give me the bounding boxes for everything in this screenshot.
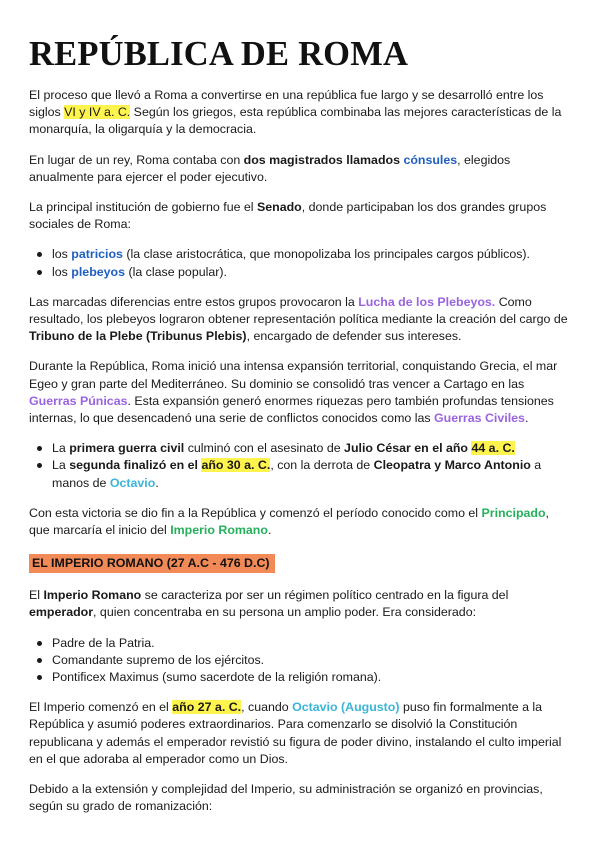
bold-emperador: emperador xyxy=(29,605,94,620)
text: los xyxy=(52,247,72,262)
text: , quien concentraba en su persona un amplio poder. Era considerado: xyxy=(93,605,477,620)
text: (la clase popular). xyxy=(125,264,227,279)
text: los xyxy=(52,264,72,279)
text: puso fin formalmente a la República y asumió poderes extraordinarios. Para comenzarlo se disolvió la Constitución republicana y además el emperador revistió su figura de poder divino, instalando el culto imperial en el que adoraba al emperador como un Dios. xyxy=(29,700,562,766)
text: La xyxy=(52,441,70,456)
term-imperio-romano: Imperio Romano xyxy=(170,523,268,538)
text: . xyxy=(155,475,159,490)
text: , encargado de defender sus intereses. xyxy=(246,329,462,344)
list-item xyxy=(52,264,572,281)
highlight-44-ac: 44 a. C. xyxy=(471,441,515,456)
text: Las marcadas diferencias entre estos grupos provocaron la xyxy=(29,294,359,309)
highlight-30-ac: año 30 a. C. xyxy=(201,458,271,473)
bold-senado: Senado xyxy=(257,200,302,215)
term-octavio-augusto: Octavio (Augusto) xyxy=(292,700,400,715)
text: . xyxy=(267,523,272,538)
section-heading: EL IMPERIO ROMANO (27 A.C - 476 D.C) xyxy=(29,554,275,573)
plebeian-struggle-paragraph xyxy=(29,294,572,346)
list-item xyxy=(52,440,572,457)
text: Según los griegos, esta república combinaba las mejores características de la monarquía, la oligarquía y la democracia. xyxy=(29,105,562,137)
text: , con la derrota de xyxy=(270,458,374,473)
text: La xyxy=(52,458,70,473)
text: Con esta victoria se dio fin a la República y comenzó el período conocido como el xyxy=(29,505,482,520)
provinces-paragraph: Debido a la extensión y complejidad del Imperio, su administración se organizó en provincias, según su grado de romanización: xyxy=(29,782,543,814)
text: Durante la República, Roma inició una intensa expansión territorial, conquistando Grecia, el mar Egeo y gran parte del Mediterráneo. Su dominio se consolidó tras vencer a Cartago en las xyxy=(29,359,558,391)
empire-start-paragraph xyxy=(29,699,572,768)
emperor-titles-list xyxy=(29,635,572,687)
bold-cleopatra-marco-antonio: Cleopatra y Marco Antonio xyxy=(373,458,531,473)
text: , que marcaría el inicio del xyxy=(29,505,549,538)
list-item: Comandante supremo de los ejércitos. xyxy=(52,652,572,669)
text: . Esta expansión generó enormes riquezas pero también profundas tensiones internas, lo que desencadenó una serie de conflictos conocidos como las xyxy=(29,393,554,426)
section-heading-wrap xyxy=(29,552,572,587)
highlight-27-ac: año 27 a. C. xyxy=(172,700,242,715)
term-guerras-civiles: Guerras Civiles xyxy=(434,411,525,426)
list-item: Padre de la Patria. xyxy=(52,635,572,652)
bold-magistrates: dos magistrados llamados xyxy=(243,152,400,167)
bold-first-civil-war: primera guerra civil xyxy=(69,441,185,456)
text: se caracteriza por ser un régimen político centrado en la figura del xyxy=(141,588,509,603)
senate-paragraph xyxy=(29,199,572,233)
text: . xyxy=(524,411,529,426)
social-groups-list xyxy=(29,246,572,280)
term-guerras-punicas: Guerras Púnicas xyxy=(29,393,128,408)
list-item xyxy=(52,246,572,263)
text: El proceso que llevó a Roma a convertirse en una república fue largo y se desarrolló entre los siglos xyxy=(29,88,544,120)
text: , donde participaban los dos grandes grupos sociales de Roma: xyxy=(29,200,547,232)
principado-paragraph xyxy=(29,505,572,539)
page-title: REPÚBLICA DE ROMA xyxy=(29,35,409,73)
bold-second-civil-war: segunda finalizó en el xyxy=(69,458,198,473)
highlight-centuries: VI y IV a. C. xyxy=(64,105,131,120)
text: a manos de xyxy=(52,458,542,490)
consuls-paragraph xyxy=(29,152,572,186)
empire-paragraph xyxy=(29,587,572,621)
term-patricios: patricios xyxy=(71,247,123,262)
term-consules: cónsules xyxy=(403,152,458,167)
text: En lugar de un rey, Roma contaba con xyxy=(29,152,244,167)
text: El Imperio comenzó en el xyxy=(29,700,173,715)
list-item xyxy=(52,457,572,491)
term-principado: Principado xyxy=(481,505,546,520)
bold-julio-cesar: Julio César en el año xyxy=(344,441,468,456)
text: El xyxy=(29,588,44,603)
intro-paragraph xyxy=(29,87,572,139)
expansion-paragraph xyxy=(29,358,572,427)
text: (la clase aristocrática, que monopolizaba los principales cargos públicos). xyxy=(122,247,530,262)
text: culminó con el asesinato de xyxy=(184,441,345,456)
civil-wars-list xyxy=(29,440,572,492)
bold-imperio-romano: Imperio Romano xyxy=(43,588,142,603)
bold-tribuno: Tribuno de la Plebe (Tribunus Plebis) xyxy=(29,329,247,344)
list-item: Pontificex Maximus (sumo sacerdote de la religión romana). xyxy=(52,669,572,686)
text: , cuando xyxy=(241,700,293,715)
text: Como resultado, los plebeyos lograron obtener representación política mediante la creación del cargo de xyxy=(29,294,568,327)
text: La principal institución de gobierno fue el xyxy=(29,200,257,215)
text: , elegidos anualmente para ejercer el poder ejecutivo. xyxy=(29,152,511,184)
term-plebeyos: plebeyos xyxy=(71,264,126,279)
term-lucha-plebeyos: Lucha de los Plebeyos. xyxy=(358,294,496,309)
term-octavio: Octavio xyxy=(109,475,156,490)
